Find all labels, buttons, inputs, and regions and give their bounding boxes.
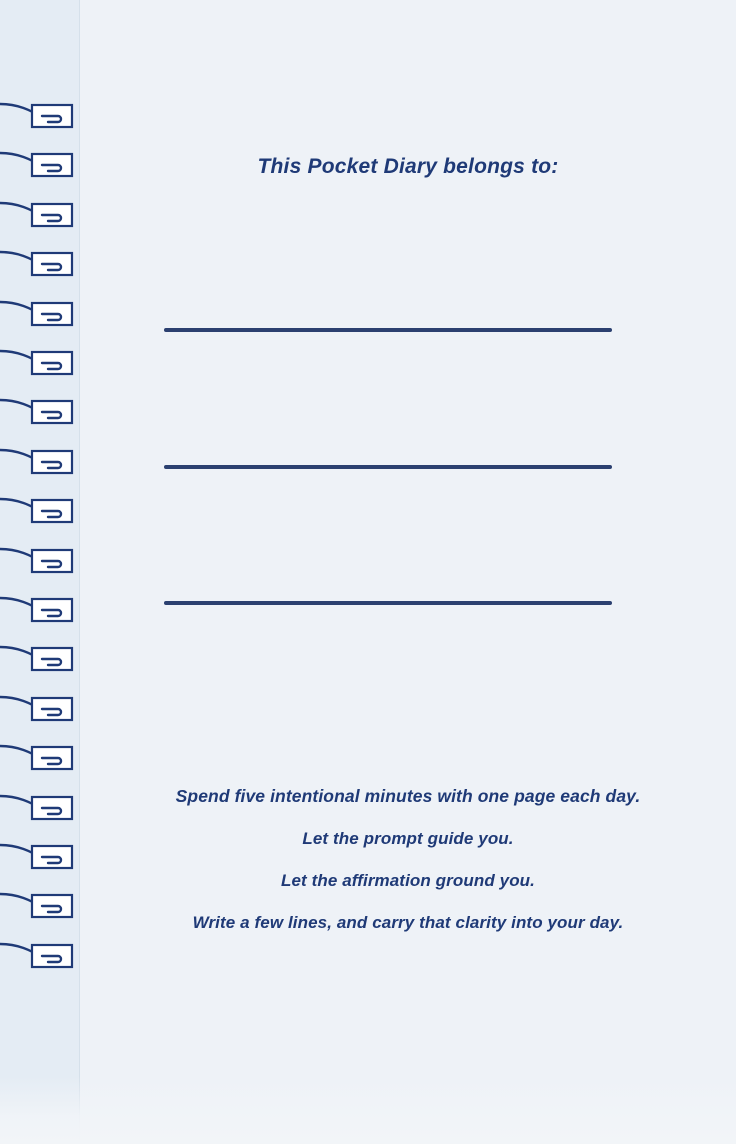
owner-title: This Pocket Diary belongs to: — [257, 155, 559, 178]
instructions-block — [80, 786, 736, 933]
spiral-coil-icon — [0, 300, 80, 330]
owner-write-line-1[interactable] — [164, 328, 612, 332]
instruction-line-4: Write a few lines, and carry that clarity into your day. — [192, 913, 624, 932]
spiral-coil-icon — [0, 201, 80, 231]
spiral-coil-icon — [0, 398, 80, 428]
instruction-line-3: Let the affirmation ground you. — [280, 871, 535, 890]
spiral-coil-icon — [0, 102, 80, 132]
instruction-line-1: Spend five intentional minutes with one page each day. — [175, 786, 641, 806]
spiral-coil-icon — [0, 349, 80, 379]
spiral-coil-icon — [0, 250, 80, 280]
spiral-coil-icon — [0, 794, 80, 824]
owner-write-line-2[interactable] — [164, 465, 612, 469]
spiral-coil-icon — [0, 448, 80, 478]
spiral-coil-icon — [0, 547, 80, 577]
spiral-coil-icon — [0, 843, 80, 873]
owner-write-line-3[interactable] — [164, 601, 612, 605]
instruction-line-2: Let the prompt guide you. — [302, 829, 514, 848]
spiral-coil-icon — [0, 151, 80, 181]
spiral-coil-icon — [0, 695, 80, 725]
spiral-coil-icon — [0, 596, 80, 626]
spiral-coil-icon — [0, 942, 80, 972]
diary-sheet — [80, 0, 736, 1144]
spiral-coil-icon — [0, 497, 80, 527]
spiral-coil-icon — [0, 645, 80, 675]
spiral-coil-icon — [0, 892, 80, 922]
spiral-coil-icon — [0, 744, 80, 774]
